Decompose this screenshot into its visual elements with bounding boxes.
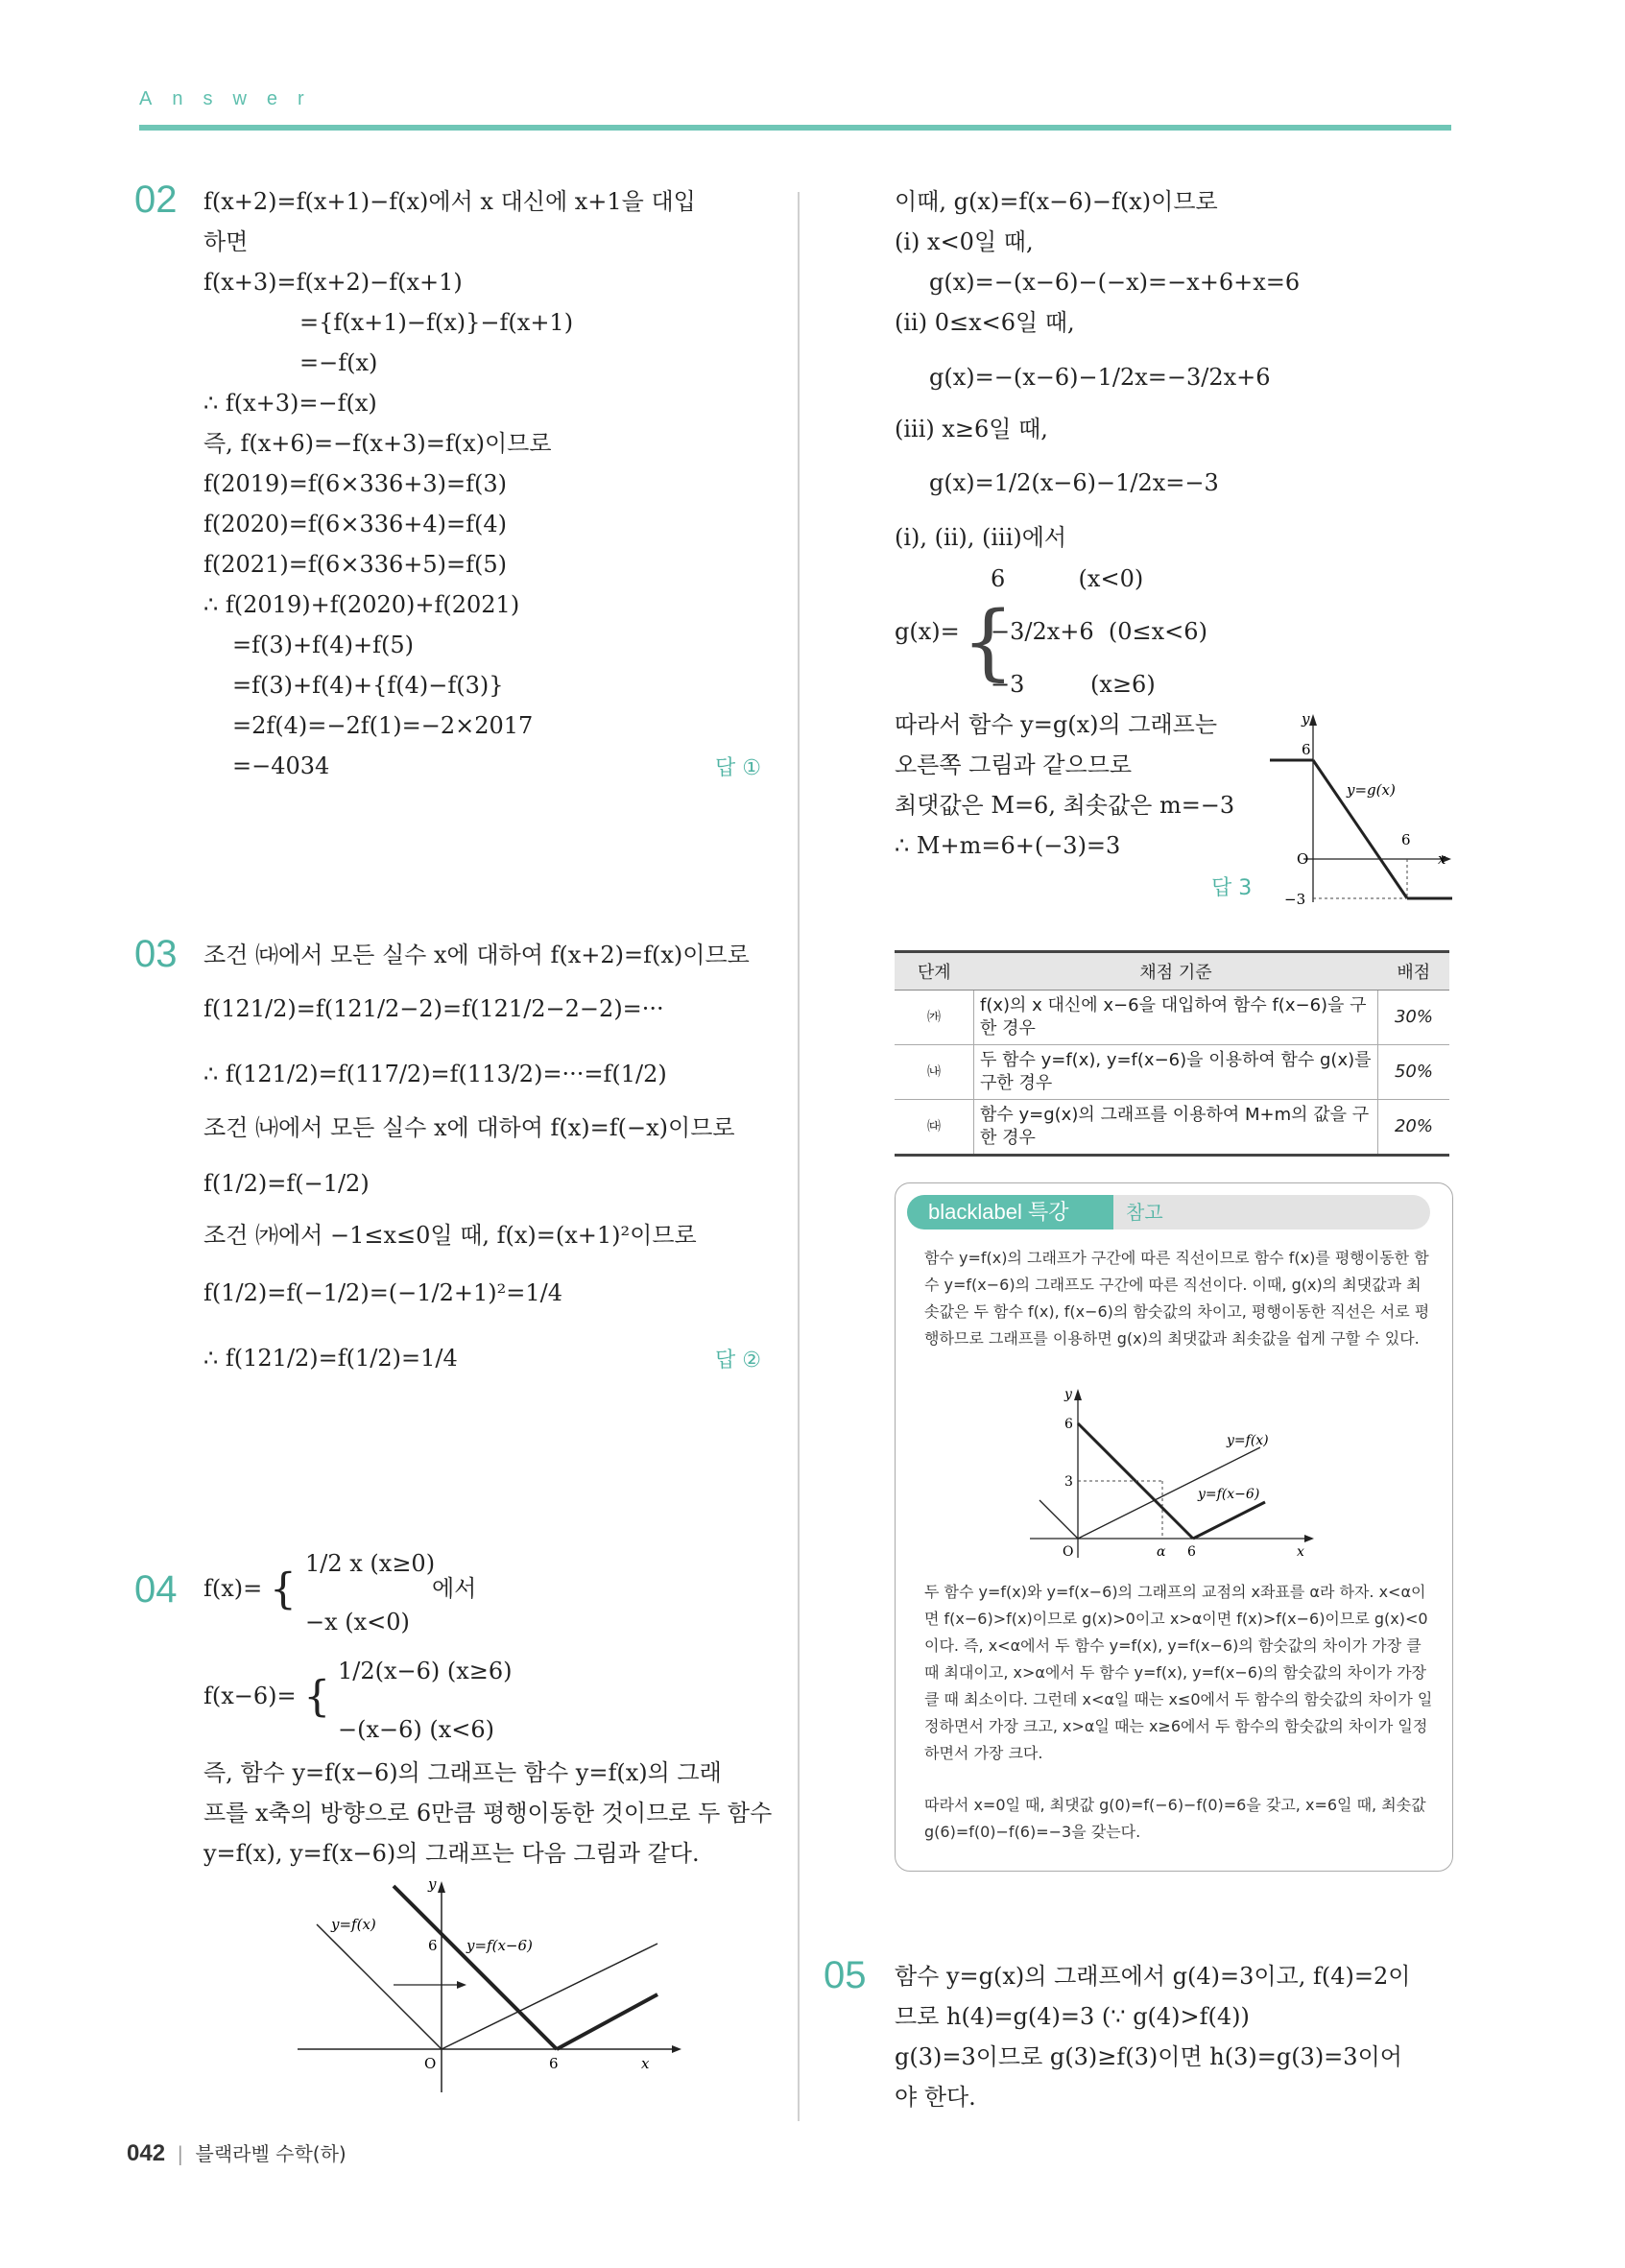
- points-cell: 30%: [1378, 991, 1450, 1045]
- label-f6: y=f(x−6): [466, 1937, 533, 1954]
- text-line: =2f(4)=−2f(1)=−2×2017: [232, 712, 534, 739]
- x-axis-label: x: [1297, 1544, 1304, 1560]
- page-footer: [127, 2138, 347, 2167]
- criterion-cell: f(x)의 x 대신에 x−6을 대입하여 함수 f(x−6)을 구한 경우: [974, 991, 1378, 1045]
- text-line: (i), (ii), (iii)에서: [895, 524, 1067, 551]
- text-line: 최댓값은 M=6, 최솟값은 m=−3: [895, 792, 1235, 819]
- text-line: f(2019)=f(6×336+3)=f(3): [203, 470, 507, 497]
- text-line: ∴ f(121/2)=f(1/2)=1/4: [203, 1345, 458, 1372]
- book-title: 블랙라벨 수학(하): [195, 2142, 347, 2165]
- text-line: g(3)=3이므로 g(3)≥f(3)이면 h(3)=g(3)=3이어: [895, 2043, 1402, 2070]
- text-line: −(x−6) (x<6): [338, 1716, 495, 1743]
- step-cell: ㈐: [895, 1100, 974, 1156]
- text-line: −x (x<0): [305, 1609, 410, 1635]
- text-line: 즉, f(x+6)=−f(x+3)=f(x)이므로: [203, 430, 552, 457]
- text-line: 조건 ㈎에서 −1≤x≤0일 때, f(x)=(x+1)²이므로: [203, 1222, 697, 1249]
- y-axis-label: y: [1064, 1387, 1072, 1402]
- note-title: blacklabel 특강: [907, 1195, 1113, 1229]
- table-header: 단계: [895, 952, 974, 991]
- text-line: f(x+2)=f(x+1)−f(x)에서 x 대신에 x+1을 대입: [203, 188, 696, 215]
- x-axis-arrow: [672, 2045, 681, 2053]
- text-line: y=f(x), y=f(x−6)의 그래프는 다음 그림과 같다.: [203, 1840, 700, 1867]
- table-header-row: [895, 952, 1449, 991]
- x-tick-6: 6: [1401, 831, 1411, 848]
- note-graph: [1020, 1385, 1327, 1577]
- y-axis-label: y: [1302, 710, 1310, 728]
- text-line: 프를 x축의 방향으로 6만큼 평행이동한 것이므로 두 함수: [203, 1800, 773, 1826]
- text-line: =f(3)+f(4)+{f(4)−f(3)}: [232, 672, 504, 699]
- points-cell: 20%: [1378, 1100, 1450, 1156]
- x-axis-arrow: [1304, 1535, 1314, 1542]
- criterion-cell: 함수 y=g(x)의 그래프를 이용하여 M+m의 값을 구한 경우: [974, 1100, 1378, 1156]
- text-line: =−f(x): [299, 349, 378, 376]
- text-line: g(x)=: [895, 618, 960, 645]
- table-row: [895, 1045, 1449, 1100]
- scoring-table: [895, 950, 1449, 1157]
- text-line: 오른쪽 그림과 같으므로: [895, 752, 1133, 778]
- y-tick-minus3: −3: [1284, 891, 1306, 908]
- criterion-cell: 두 함수 y=f(x), y=f(x−6)을 이용하여 함수 g(x)를 구한 경우: [974, 1045, 1378, 1100]
- text-line: g(x)=−(x−6)−1/2x=−3/2x+6: [929, 364, 1271, 391]
- case-line: 6 (x<0): [991, 565, 1144, 592]
- label-f: y=f(x): [331, 1916, 376, 1933]
- origin-label: O: [1063, 1544, 1074, 1560]
- note-paragraph: 함수 y=f(x)의 그래프가 구간에 따른 직선이므로 함수 f(x)를 평행이동한 함수 y=f(x−6)의 그래프도 구간에 따른 직선이다. 이때, g(x)의 최댓값과 최솟값은 두 함수 f(x), f(x−6)의 함숫값의 차이고, 평행이동한 직선은 서로 평행하므로 그래프를 이용하면 g(x)의 최댓값과 최솟값을 쉽게 구할 수 있다.: [924, 1249, 1430, 1348]
- text-line: 함수 y=g(x)의 그래프에서 g(4)=3이고, f(4)=2이: [895, 1963, 1411, 1990]
- text-line: 하면: [203, 228, 249, 255]
- text-line: f(2020)=f(6×336+4)=f(4): [203, 511, 507, 537]
- problem-number: 03: [134, 933, 178, 975]
- label-g: y=g(x): [1347, 781, 1396, 799]
- note-box: [895, 1182, 1453, 1872]
- text-line: f(1/2)=f(−1/2)=(−1/2+1)²=1/4: [203, 1279, 562, 1306]
- text-line: 즉, 함수 y=f(x−6)의 그래프는 함수 y=f(x)의 그래: [203, 1759, 722, 1786]
- text-line: 에서: [432, 1575, 477, 1602]
- note-paragraph: 따라서 x=0일 때, 최댓값 g(0)=f(−6)−f(0)=6을 갖고, x=6일 때, 최솟값 g(6)=f(0)−f(6)=−3을 갖는다.: [924, 1796, 1426, 1841]
- text-line: ∴ f(121/2)=f(117/2)=f(113/2)=···=f(1/2): [203, 1061, 667, 1087]
- x-tick-6: 6: [549, 2055, 559, 2072]
- case-line: −3/2x+6 (0≤x<6): [991, 618, 1207, 645]
- text-line: ∴ f(x+3)=−f(x): [203, 390, 377, 417]
- text-line: 1/2(x−6) (x≥6): [338, 1658, 513, 1684]
- points-cell: 50%: [1378, 1045, 1450, 1100]
- header-label: Answer: [139, 88, 324, 109]
- text-line: 1/2 x (x≥0): [305, 1550, 436, 1577]
- text-line: 이때, g(x)=f(x−6)−f(x)이므로: [895, 188, 1218, 215]
- origin-label: O: [1297, 850, 1309, 868]
- text-line: =f(3)+f(4)+f(5): [232, 632, 414, 658]
- line-f6-right: [1193, 1502, 1265, 1539]
- text-line: 따라서 함수 y=g(x)의 그래프는: [895, 711, 1218, 738]
- line-f-left: [317, 1924, 442, 2049]
- table-header: 채점 기준: [974, 952, 1378, 991]
- text-line: f(2021)=f(6×336+5)=f(5): [203, 551, 507, 578]
- text-line: f(x+3)=f(x+2)−f(x+1): [203, 269, 463, 296]
- y-tick-6: 6: [1302, 741, 1311, 758]
- line-f-left: [1040, 1500, 1078, 1539]
- problem-number: 04: [134, 1568, 178, 1611]
- text-line: g(x)=−(x−6)−(−x)=−x+6+x=6: [929, 269, 1301, 296]
- text-line: 므로 h(4)=g(4)=3 (∵ g(4)>f(4)): [895, 2003, 1250, 2030]
- answer-label: 답 3: [1211, 876, 1253, 900]
- text-line: f(121/2)=f(121/2−2)=f(121/2−2−2)=···: [203, 995, 664, 1022]
- text-line: ∴ M+m=6+(−3)=3: [895, 832, 1121, 859]
- label-f6: y=f(x−6): [1198, 1487, 1260, 1502]
- text-line: 조건 ㈐에서 모든 실수 x에 대하여 f(x+2)=f(x)이므로: [203, 942, 750, 968]
- table-row: [895, 1100, 1449, 1156]
- graph-f-and-shifted: [288, 1872, 691, 2102]
- line-f6-right: [557, 1994, 657, 2049]
- table-row: [895, 991, 1449, 1045]
- y-tick-6: 6: [1064, 1417, 1073, 1432]
- brace: {: [962, 594, 1015, 690]
- x-axis-label: x: [1438, 850, 1446, 868]
- text-line: ∴ f(2019)+f(2020)+f(2021): [203, 591, 520, 618]
- x-tick-6: 6: [1187, 1544, 1196, 1560]
- text-line: f(x)= {: [203, 1564, 297, 1614]
- answer-label: 답 ②: [715, 1349, 761, 1373]
- column-divider: [798, 192, 800, 2121]
- footer-separator: |: [177, 2142, 184, 2165]
- step-cell: ㈏: [895, 1045, 974, 1100]
- text-line: 야 한다.: [895, 2084, 976, 2111]
- y-tick-3: 3: [1064, 1474, 1073, 1490]
- answer-label: 답 ①: [715, 756, 761, 780]
- table-header: 배점: [1378, 952, 1450, 991]
- page-number: 042: [127, 2140, 166, 2166]
- note-tag: 참고: [1126, 1201, 1163, 1224]
- graph-g: [1265, 710, 1452, 912]
- case-line: −3 (x≥6): [991, 671, 1156, 698]
- problem-number: 05: [824, 1954, 867, 1996]
- origin-label: O: [424, 2055, 437, 2072]
- shift-arrow-head: [457, 1981, 466, 1989]
- line-f-right: [442, 1944, 657, 2049]
- text-line: g(x)=1/2(x−6)−1/2x=−3: [929, 469, 1219, 496]
- text-line: f(1/2)=f(−1/2): [203, 1170, 370, 1197]
- y-axis-arrow: [438, 1881, 445, 1893]
- text-line: (ii) 0≤x<6일 때,: [895, 309, 1075, 336]
- text-line: =−4034: [232, 752, 330, 779]
- header-rule: [139, 125, 1451, 131]
- note-title-bar: [907, 1195, 1430, 1229]
- y-axis-arrow: [1309, 714, 1317, 726]
- problem-number: 02: [134, 179, 178, 221]
- x-axis-label: x: [641, 2055, 650, 2072]
- y-tick-6: 6: [428, 1937, 438, 1954]
- label-f: y=f(x): [1227, 1433, 1269, 1448]
- y-axis-label: y: [428, 1875, 437, 1893]
- text-line: 조건 ㈏에서 모든 실수 x에 대하여 f(x)=f(−x)이므로: [203, 1114, 735, 1141]
- note-paragraph: 두 함수 y=f(x)와 y=f(x−6)의 그래프의 교점의 x좌표를 α라 하자. x<α이면 f(x−6)>f(x)이므로 g(x)>0이고 x>α이면 f(x)>f(x−6)이므로 g(x)<0이다. 즉, x<α에서 두 함수 y=f(x), y=f(x−6)의 함숫값의 차이가 가장 클 때 최대이고, x>α에서 두 함수 y=f(x), y=f(x−6)의 함숫값의 차이가 가장 클 때 최소이다. 그런데 x<α일 때는 x≤0에서 두 함수의 함숫값의 차이가 일정하면서 가장 크고, x>α일 때는 x≥6에서 두 함수의 함숫값의 차이가 일정하면서 가장 크다.: [924, 1583, 1433, 1762]
- text-line: ={f(x+1)−f(x)}−f(x+1): [299, 309, 574, 336]
- y-axis-arrow: [1074, 1389, 1082, 1400]
- text-line: (iii) x≥6일 때,: [895, 416, 1048, 442]
- text-line: (i) x<0일 때,: [895, 228, 1034, 255]
- text-line: f(x−6)= {: [203, 1672, 331, 1722]
- alpha-label: α: [1157, 1544, 1166, 1560]
- step-cell: ㈎: [895, 991, 974, 1045]
